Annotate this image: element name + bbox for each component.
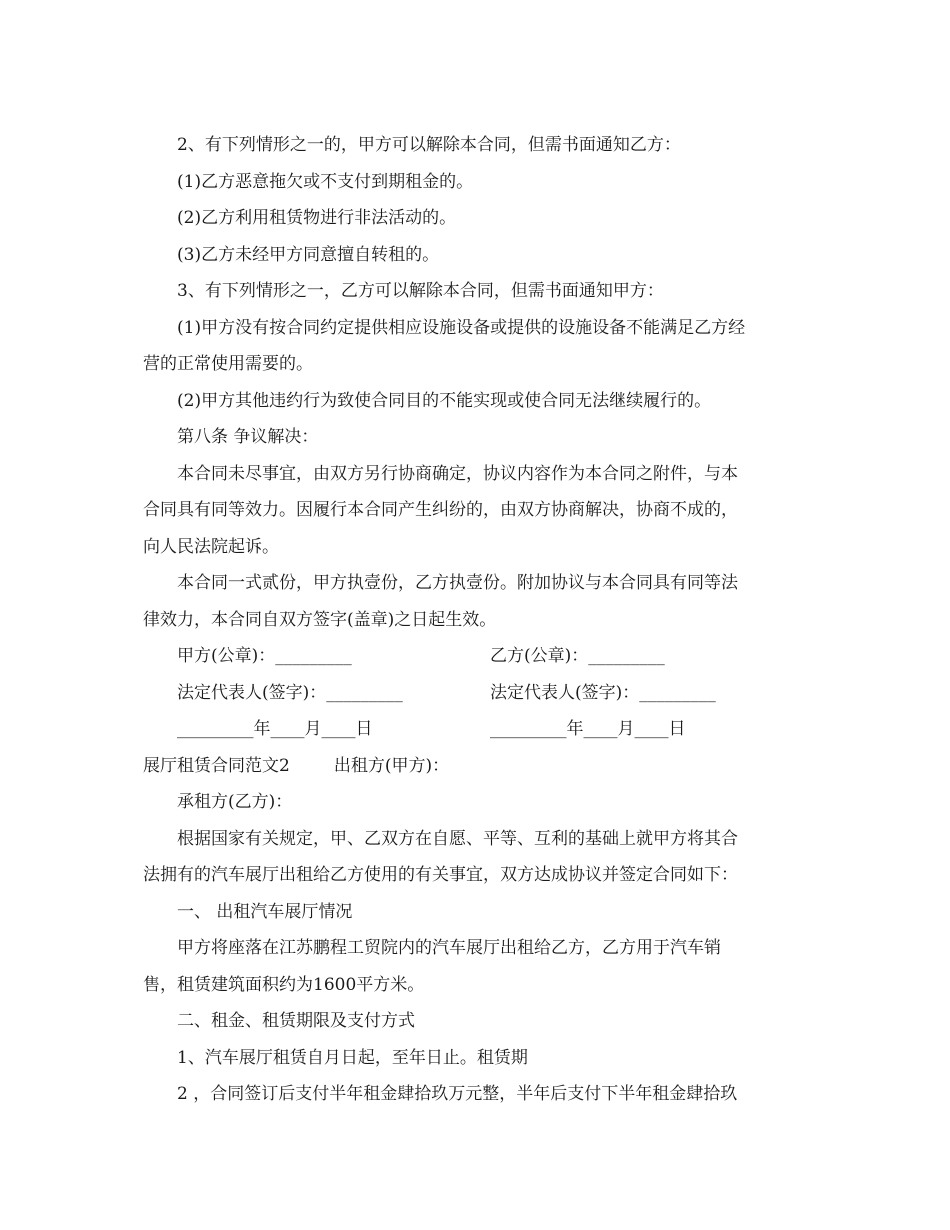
document-body xyxy=(143,127,803,1113)
clause-3-item-1-cont: 营的正常使用需要的。 xyxy=(143,354,313,374)
party-a-rep: 法定代表人(签字)：_________ xyxy=(177,682,403,703)
article-8-para-1-end: 向人民法院起诉。 xyxy=(143,536,279,557)
lessor-label: 出租方(甲方)： xyxy=(333,755,450,776)
article-8-para-2-cont: 律效力，本合同自双方签字(盖章)之日起生效。 xyxy=(143,609,497,630)
lessee-label: 承租方(乙方)： xyxy=(177,792,293,812)
clause-2: 2、有下列情形之一的，甲方可以解除本合同，但需书面通知乙方： xyxy=(177,135,681,155)
section-2-intro: 根据国家有关规定，甲、乙双方在自愿、平等、互利的基础上就甲方将其合 xyxy=(177,828,738,849)
section-2-title: 展厅租赁合同范文2 xyxy=(143,755,290,776)
signature-rep-row xyxy=(143,675,803,712)
section-2-item-1: 1、汽车展厅租赁自月日起，至年日止。租赁期 xyxy=(177,1047,528,1068)
article-8-para-2: 本合同一式贰份，甲方执壹份，乙方执壹份。附加协议与本合同具有同等法 xyxy=(177,573,738,593)
section-2-para-1: 甲方将座落在江苏鹏程工贸院内的汽车展厅出租给乙方，乙方用于汽车销 xyxy=(177,938,721,958)
section-2-item-2: 2 ，合同签订后支付半年租金肆拾玖万元整，半年后支付下半年租金肆拾玖 xyxy=(177,1084,738,1104)
party-a-seal: 甲方(公章)：_________ xyxy=(177,646,352,666)
section-2-intro-cont: 法拥有的汽车展厅出租给乙方使用的有关事宜，双方达成协议并签定合同如下： xyxy=(143,865,738,885)
party-b-date: _________年____月____日 xyxy=(490,719,686,739)
article-8-para-1: 本合同未尽事宜，由双方另行协商确定，协议内容作为本合同之附件，与本 xyxy=(177,463,738,484)
article-8-para-1-cont: 合同具有同等效力。因履行本合同产生纠纷的，由双方协商解决，协商不成的， xyxy=(143,500,738,520)
clause-3-item-2: (2)甲方其他违约行为致使合同目的不能实现或使合同无法继续履行的。 xyxy=(177,390,712,411)
clause-3: 3、有下列情形之一，乙方可以解除本合同，但需书面通知甲方： xyxy=(177,281,664,301)
section-2-heading-1: 一、 出租汽车展厅情况 xyxy=(177,901,353,922)
article-8-heading: 第八条 争议解决： xyxy=(177,427,319,447)
section-2-para-1-cont: 售，租赁建筑面积约为1600平方米。 xyxy=(143,974,425,995)
clause-2-item-3: (3)乙方未经甲方同意擅自转租的。 xyxy=(177,244,440,265)
party-b-rep: 法定代表人(签字)：_________ xyxy=(490,682,716,703)
section-2-heading-2: 二、租金、租赁期限及支付方式 xyxy=(177,1011,415,1031)
signature-date-row xyxy=(143,711,803,748)
party-b-seal: 乙方(公章)：_________ xyxy=(490,646,665,666)
signature-seal-row xyxy=(143,638,803,675)
clause-3-item-1: (1)甲方没有按合同约定提供相应设施设备或提供的设施设备不能满足乙方经 xyxy=(177,317,746,338)
clause-2-item-2: (2)乙方利用租赁物进行非法活动的。 xyxy=(177,208,457,228)
clause-2-item-1: (1)乙方恶意拖欠或不支付到期租金的。 xyxy=(177,171,474,192)
section-2-title-row xyxy=(143,748,803,785)
party-a-date: _________年____月____日 xyxy=(177,719,373,739)
